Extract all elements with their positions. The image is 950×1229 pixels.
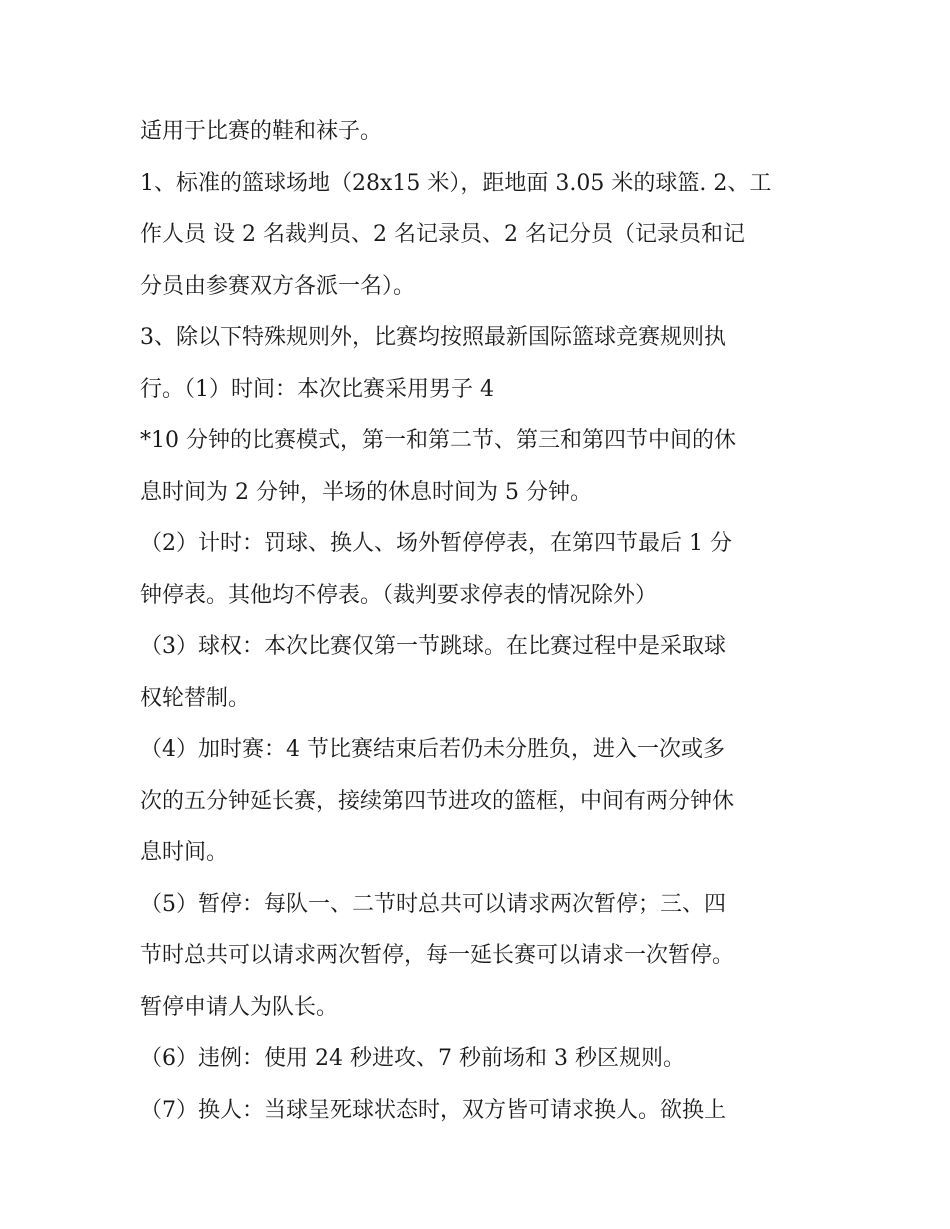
text-line: （5）暂停：每队一、二节时总共可以请求两次暂停；三、四 [140, 891, 726, 917]
text-line: 权轮替制。 [140, 685, 251, 711]
text-line: *10 分钟的比赛模式，第一和第二节、第三和第四节中间的休 [140, 428, 736, 453]
document-body [140, 106, 820, 1136]
text-line: 息时间。 [140, 840, 229, 865]
text-line: 3、除以下特殊规则外，比赛均按照最新国际篮球竞赛规则执 [140, 325, 726, 350]
text-line: （7）换人：当球呈死球状态时，双方皆可请求换人。欲换上 [140, 1097, 726, 1123]
text-line: （3）球权：本次比赛仅第一节跳球。在比赛过程中是采取球 [140, 634, 726, 659]
text-line: 次的五分钟延长赛，接续第四节进攻的篮框，中间有两分钟休 [140, 788, 735, 814]
text-line: （4）加时赛：4 节比赛结束后若仍未分胜负，进入一次或多 [140, 737, 725, 762]
text-line: 钟停表。其他均不停表。（裁判要求停表的情况除外） [140, 582, 658, 608]
text-line: （2）计时：罚球、换人、场外暂停停表，在第四节最后 1 分 [140, 531, 732, 556]
text-line: 暂停申请人为队长。 [140, 994, 339, 1020]
text-line: 节时总共可以请求两次暂停，每一延长赛可以请求一次暂停。 [140, 943, 735, 968]
text-line: （6）违例：使用 24 秒进攻、7 秒前场和 3 秒区规则。 [140, 1046, 685, 1071]
text-line: 1、标准的篮球场地（28x15 米），距地面 3.05 米的球篮. 2、工 [140, 170, 772, 196]
text-line: 分员由参赛双方各派一名）。 [140, 273, 416, 299]
text-line: 适用于比赛的鞋和袜子。 [140, 119, 383, 144]
text-line: 行。（1）时间：本次比赛采用男子 4 [140, 376, 494, 402]
text-line: 作人员 设 2 名裁判员、2 名记录员、2 名记分员（记录员和记 [140, 222, 745, 247]
text-line: 息时间为 2 分钟，半场的休息时间为 5 分钟。 [140, 479, 592, 505]
